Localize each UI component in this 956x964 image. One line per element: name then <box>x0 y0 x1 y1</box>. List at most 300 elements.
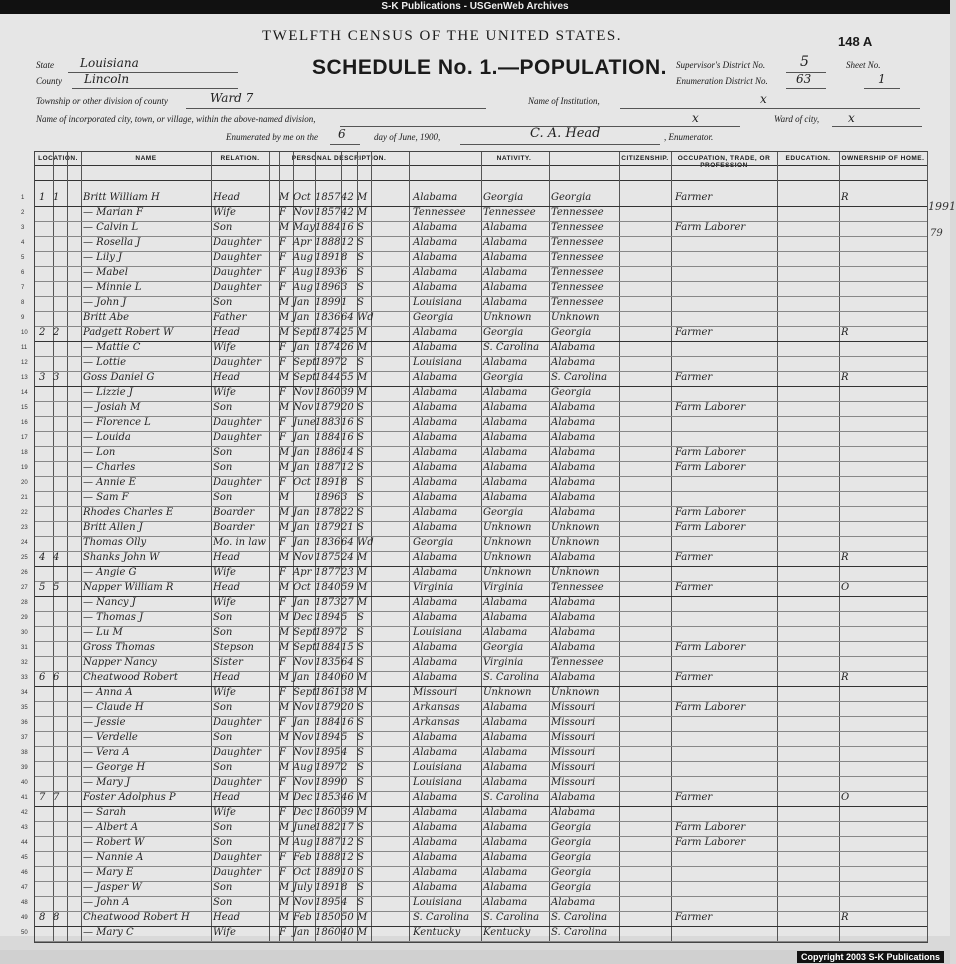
cell-name: — Florence L <box>83 417 151 428</box>
cell-age: 14 <box>341 447 354 458</box>
cell-rel: Stepson <box>213 642 254 653</box>
cell-name: — Lon <box>83 447 116 458</box>
cell-rel: Daughter <box>213 267 261 278</box>
cell-rel: Boarder <box>213 522 255 533</box>
cell-mother: Unknown <box>551 537 600 548</box>
cell-mother: Tennessee <box>551 582 604 593</box>
row-number: 41 <box>21 795 28 801</box>
township-value: Ward 7 <box>210 91 254 105</box>
cell-mother: Alabama <box>551 447 596 458</box>
cell-ms: M <box>357 327 368 338</box>
cell-birth: Alabama <box>413 432 458 443</box>
cell-birth: Alabama <box>413 282 458 293</box>
row-number: 47 <box>21 885 28 891</box>
cell-age: 6 <box>341 267 348 278</box>
cell-birth: Alabama <box>413 837 458 848</box>
cell-rel: Son <box>213 882 233 893</box>
cell-father: Alabama <box>483 822 528 833</box>
cell-birth: Alabama <box>413 192 458 203</box>
cell-month: Apr <box>293 237 312 248</box>
cell-month: May <box>293 222 315 233</box>
cell-ms: S <box>357 462 364 473</box>
cell-dw: 6 <box>39 672 46 683</box>
cell-sex: M <box>279 552 290 563</box>
cell-rel: Head <box>213 672 241 683</box>
row-number: 1 <box>21 195 25 201</box>
cell-birth: Alabama <box>413 792 458 803</box>
cell-name: — Lottie <box>83 357 126 368</box>
cell-sex: M <box>279 882 290 893</box>
row-number: 6 <box>21 270 25 276</box>
cell-birth: Alabama <box>413 867 458 878</box>
cell-age: 27 <box>341 597 354 608</box>
cell-ms: Wd <box>357 537 374 548</box>
cell-birth: Arkansas <box>413 717 460 728</box>
cell-mother: Georgia <box>551 192 592 203</box>
cell-age: 15 <box>341 642 354 653</box>
cell-birth: Alabama <box>413 612 458 623</box>
cell-birth: Virginia <box>413 582 454 593</box>
cell-father: Georgia <box>483 327 524 338</box>
cell-ms: S <box>357 657 364 668</box>
cell-birth: Alabama <box>413 882 458 893</box>
cell-month: Nov <box>293 207 314 218</box>
cell-age: 39 <box>341 807 354 818</box>
cell-name: Britt Allen J <box>83 522 143 533</box>
cell-age: 16 <box>341 717 354 728</box>
cell-sex: F <box>279 807 286 818</box>
column-line <box>53 152 54 942</box>
row-number: 14 <box>21 390 28 396</box>
cell-mother: Tennessee <box>551 297 604 308</box>
cell-sex: M <box>279 507 290 518</box>
cell-month: Dec <box>293 612 313 623</box>
column-line <box>777 152 778 942</box>
cell-mother: Tennessee <box>551 222 604 233</box>
cell-month: Jan <box>293 522 310 533</box>
cell-father: Alabama <box>483 732 528 743</box>
row-number: 37 <box>21 735 28 741</box>
cell-mother: Unknown <box>551 567 600 578</box>
cell-month: Nov <box>293 897 314 908</box>
cell-name: Goss Daniel G <box>83 372 155 383</box>
cell-name: — Calvin L <box>83 222 139 233</box>
row-number: 2 <box>21 210 25 216</box>
column-line <box>839 152 840 942</box>
cell-sex: M <box>279 822 290 833</box>
cell-father: Alabama <box>483 852 528 863</box>
cell-sex: M <box>279 897 290 908</box>
row-number: 33 <box>21 675 28 681</box>
cell-sex: M <box>279 462 290 473</box>
row-number: 27 <box>21 585 28 591</box>
cell-father: Unknown <box>483 522 532 533</box>
cell-ms: S <box>357 402 364 413</box>
cell-birth: Alabama <box>413 327 458 338</box>
cell-name: — Robert W <box>83 837 145 848</box>
cell-father: Georgia <box>483 372 524 383</box>
cell-age: 21 <box>341 522 354 533</box>
row-number: 10 <box>21 330 28 336</box>
cell-mother: Alabama <box>551 342 596 353</box>
cell-year: 1883 <box>315 417 341 428</box>
county-underline <box>72 88 238 89</box>
cell-age: 64 <box>341 312 354 323</box>
cell-month: Nov <box>293 387 314 398</box>
cell-year: 1873 <box>315 597 341 608</box>
cell-name: — Rosella J <box>83 237 141 248</box>
cell-age: 12 <box>341 852 354 863</box>
cell-father: Alabama <box>483 297 528 308</box>
cell-ms: S <box>357 717 364 728</box>
cell-year: 1857 <box>315 192 341 203</box>
cell-sex: M <box>279 312 290 323</box>
township-underline <box>186 108 486 109</box>
cell-year: 1884 <box>315 717 341 728</box>
cell-ms: S <box>357 417 364 428</box>
ward-underline <box>832 126 922 127</box>
cell-sex: F <box>279 717 286 728</box>
cell-age: 16 <box>341 222 354 233</box>
cell-father: Unknown <box>483 687 532 698</box>
cell-age: 1 <box>341 297 348 308</box>
cell-name: Gross Thomas <box>83 642 155 653</box>
row-number: 23 <box>21 525 28 531</box>
cell-rel: Mo. in law <box>213 537 266 548</box>
cell-fam: 2 <box>53 327 60 338</box>
cell-occ: Farm Laborer <box>675 837 746 848</box>
cell-dw: 7 <box>39 792 46 803</box>
enumerator-name: C. A. Head <box>530 126 601 141</box>
census-title: TWELFTH CENSUS OF THE UNITED STATES. <box>262 28 623 44</box>
cell-age: 8 <box>341 252 348 263</box>
row-number: 32 <box>21 660 28 666</box>
cell-year: 1853 <box>315 792 341 803</box>
cell-fam: 3 <box>53 372 60 383</box>
cell-mother: S. Carolina <box>551 927 608 938</box>
cell-age: 23 <box>341 567 354 578</box>
cell-sex: M <box>279 222 290 233</box>
cell-father: Alabama <box>483 612 528 623</box>
cell-name: — Nannie A <box>83 852 144 863</box>
cell-mother: Missouri <box>551 747 596 758</box>
cell-birth: Alabama <box>413 342 458 353</box>
cell-father: Alabama <box>483 882 528 893</box>
cell-age: 5 <box>341 732 348 743</box>
cell-year: 1889 <box>315 867 341 878</box>
cell-mother: Unknown <box>551 522 600 533</box>
cell-name: — Minnie L <box>83 282 142 293</box>
cell-name: Napper William R <box>83 582 174 593</box>
county-label: County <box>36 76 62 86</box>
cell-age: 12 <box>341 462 354 473</box>
cell-dw: 3 <box>39 372 46 383</box>
cell-birth: Alabama <box>413 597 458 608</box>
cell-sex: F <box>279 207 286 218</box>
enumeration-value: 63 <box>796 72 812 86</box>
cell-ms: M <box>357 912 368 923</box>
cell-own: R <box>841 192 849 203</box>
cell-year: 1899 <box>315 297 341 308</box>
cell-year: 1884 <box>315 432 341 443</box>
cell-name: — Nancy J <box>83 597 136 608</box>
cell-year: 1888 <box>315 237 341 248</box>
cell-rel: Son <box>213 462 233 473</box>
cell-occ: Farm Laborer <box>675 507 746 518</box>
row-number: 38 <box>21 750 28 756</box>
cell-ms: M <box>357 687 368 698</box>
cell-father: Alabama <box>483 807 528 818</box>
cell-sex: F <box>279 477 286 488</box>
group-relation: RELATION. <box>220 155 260 162</box>
cell-month: Apr <box>293 567 312 578</box>
cell-ms: S <box>357 447 364 458</box>
row-number: 35 <box>21 705 28 711</box>
copyright-notice: Copyright 2003 S-K Publications <box>797 951 944 963</box>
cell-ms: M <box>357 207 368 218</box>
cell-rel: Daughter <box>213 237 261 248</box>
cell-birth: Louisiana <box>413 897 462 908</box>
cell-father: Virginia <box>483 657 524 668</box>
cell-dw: 5 <box>39 582 46 593</box>
cell-father: Alabama <box>483 222 528 233</box>
cell-name: — John A <box>83 897 130 908</box>
cell-year: 1897 <box>315 762 341 773</box>
enumerated-day-underline <box>330 144 360 145</box>
cell-age: 20 <box>341 402 354 413</box>
cell-name: — Jessie <box>83 717 126 728</box>
cell-sex: F <box>279 927 286 938</box>
day-of-label: day of June, 1900, <box>374 132 441 142</box>
enumerated-label: Enumerated by me on the <box>226 132 318 142</box>
cell-sex: F <box>279 537 286 548</box>
cell-age: 2 <box>341 357 348 368</box>
cell-fam: 4 <box>53 552 60 563</box>
cell-rel: Daughter <box>213 252 261 263</box>
cell-father: Alabama <box>483 702 528 713</box>
cell-ms: S <box>357 507 364 518</box>
cell-mother: Alabama <box>551 642 596 653</box>
cell-name: — Angie G <box>83 567 137 578</box>
cell-year: 1879 <box>315 522 341 533</box>
cell-year: 1840 <box>315 582 341 593</box>
row-number: 17 <box>21 435 28 441</box>
cell-ms: Wd <box>357 312 374 323</box>
cell-birth: Alabama <box>413 642 458 653</box>
cell-month: Nov <box>293 747 314 758</box>
cell-birth: Alabama <box>413 252 458 263</box>
cell-birth: Arkansas <box>413 702 460 713</box>
cell-sex: F <box>279 687 286 698</box>
cell-rel: Head <box>213 192 241 203</box>
cell-year: 1860 <box>315 807 341 818</box>
cell-father: Alabama <box>483 387 528 398</box>
cell-age: 4 <box>341 747 348 758</box>
cell-ms: M <box>357 792 368 803</box>
cell-birth: Georgia <box>413 312 454 323</box>
cell-sex: M <box>279 327 290 338</box>
cell-name: — Mattie C <box>83 342 141 353</box>
cell-rel: Wife <box>213 597 236 608</box>
cell-father: Alabama <box>483 462 528 473</box>
cell-occ: Farmer <box>675 192 713 203</box>
cell-rel: Son <box>213 402 233 413</box>
cell-year: 1861 <box>315 687 341 698</box>
cell-rel: Daughter <box>213 417 261 428</box>
cell-rel: Son <box>213 702 233 713</box>
cell-rel: Son <box>213 762 233 773</box>
cell-sex: M <box>279 372 290 383</box>
cell-ms: M <box>357 807 368 818</box>
cell-father: Alabama <box>483 267 528 278</box>
cell-age: 12 <box>341 837 354 848</box>
cell-sex: M <box>279 612 290 623</box>
cell-father: S. Carolina <box>483 912 540 923</box>
cell-month: Jan <box>293 462 310 473</box>
cell-sex: M <box>279 837 290 848</box>
row-number: 7 <box>21 285 25 291</box>
column-line <box>269 152 270 942</box>
cell-sex: M <box>279 492 290 503</box>
cell-rel: Wife <box>213 807 236 818</box>
cell-mother: Georgia <box>551 882 592 893</box>
cell-year: 1874 <box>315 342 341 353</box>
cell-father: Alabama <box>483 627 528 638</box>
cell-name: — Mabel <box>83 267 128 278</box>
cell-name: — Louida <box>83 432 131 443</box>
cell-ms: S <box>357 627 364 638</box>
row-number: 18 <box>21 450 28 456</box>
cell-rel: Son <box>213 297 233 308</box>
sheet-label: Sheet No. <box>846 60 881 70</box>
cell-occ: Farm Laborer <box>675 462 746 473</box>
cell-father: Alabama <box>483 777 528 788</box>
row-number: 50 <box>21 930 28 936</box>
cell-year: 1894 <box>315 612 341 623</box>
enumerated-day: 6 <box>338 127 346 141</box>
cell-sex: M <box>279 522 290 533</box>
cell-birth: Georgia <box>413 537 454 548</box>
cell-father: Unknown <box>483 567 532 578</box>
cell-year: 1884 <box>315 642 341 653</box>
cell-birth: Alabama <box>413 267 458 278</box>
cell-year: 1875 <box>315 552 341 563</box>
cell-occ: Farm Laborer <box>675 642 746 653</box>
cell-age: 22 <box>341 507 354 518</box>
cell-sex: F <box>279 267 286 278</box>
cell-birth: Alabama <box>413 822 458 833</box>
cell-age: 17 <box>341 822 354 833</box>
cell-mother: Georgia <box>551 852 592 863</box>
cell-father: Alabama <box>483 432 528 443</box>
cell-sex: F <box>279 432 286 443</box>
cell-birth: Alabama <box>413 372 458 383</box>
sheet-number: 148 A <box>838 34 873 49</box>
cell-age: 8 <box>341 882 348 893</box>
cell-birth: Alabama <box>413 222 458 233</box>
row-number: 34 <box>21 690 28 696</box>
cell-rel: Father <box>213 312 247 323</box>
cell-year: 1896 <box>315 492 341 503</box>
cell-year: 1896 <box>315 282 341 293</box>
cell-rel: Son <box>213 897 233 908</box>
cell-sex: F <box>279 867 286 878</box>
cell-father: Alabama <box>483 492 528 503</box>
cell-month: July <box>293 882 313 893</box>
cell-name: — Jasper W <box>83 882 142 893</box>
cell-birth: Alabama <box>413 852 458 863</box>
cell-mother: Missouri <box>551 777 596 788</box>
cell-year: 1895 <box>315 747 341 758</box>
cell-year: 1860 <box>315 387 341 398</box>
cell-rel: Head <box>213 552 241 563</box>
cell-ms: M <box>357 552 368 563</box>
group-ownership: OWNERSHIP OF HOME. <box>841 155 925 162</box>
cell-age: 2 <box>341 762 348 773</box>
cell-month: Aug <box>293 267 314 278</box>
cell-year: 1878 <box>315 507 341 518</box>
cell-ms: M <box>357 927 368 938</box>
cell-ms: M <box>357 387 368 398</box>
row-number: 25 <box>21 555 28 561</box>
cell-rel: Daughter <box>213 747 261 758</box>
cell-mother: Georgia <box>551 387 592 398</box>
institution-value: x <box>760 92 767 106</box>
cell-age: 4 <box>341 897 348 908</box>
cell-rel: Daughter <box>213 357 261 368</box>
cell-year: 1899 <box>315 777 341 788</box>
cell-sex: M <box>279 627 290 638</box>
group-education: EDUCATION. <box>785 155 831 162</box>
cell-birth: Alabama <box>413 522 458 533</box>
row-number: 43 <box>21 825 28 831</box>
cell-occ: Farm Laborer <box>675 447 746 458</box>
cell-fam: 1 <box>53 192 60 203</box>
incorporated-label: Name of incorporated city, town, or village, within the above-named division, <box>36 114 316 124</box>
cell-sex: F <box>279 852 286 863</box>
cell-age: 16 <box>341 417 354 428</box>
cell-name: — Mary J <box>83 777 130 788</box>
cell-birth: Alabama <box>413 732 458 743</box>
cell-year: 1840 <box>315 672 341 683</box>
cell-father: Georgia <box>483 642 524 653</box>
cell-occ: Farm Laborer <box>675 402 746 413</box>
cell-ms: M <box>357 597 368 608</box>
cell-mother: Georgia <box>551 837 592 848</box>
row-number: 16 <box>21 420 28 426</box>
cell-ms: S <box>357 702 364 713</box>
row-number: 8 <box>21 300 25 306</box>
row-number: 21 <box>21 495 28 501</box>
cell-father: Alabama <box>483 597 528 608</box>
cell-name: Britt Abe <box>83 312 130 323</box>
cell-sex: M <box>279 732 290 743</box>
cell-occ: Farmer <box>675 582 713 593</box>
cell-birth: Alabama <box>413 552 458 563</box>
cell-month: Jan <box>293 447 310 458</box>
institution-underline <box>620 108 920 109</box>
enumerator-label: , Enumerator. <box>664 132 714 142</box>
cell-year: 1893 <box>315 267 341 278</box>
cell-father: Alabama <box>483 447 528 458</box>
row-number: 48 <box>21 900 28 906</box>
cell-month: Aug <box>293 252 314 263</box>
ward-value: x <box>848 111 855 125</box>
cell-mother: S. Carolina <box>551 372 608 383</box>
column-line <box>211 152 212 942</box>
cell-name: — Lu M <box>83 627 123 638</box>
cell-name: — Annie E <box>83 477 136 488</box>
